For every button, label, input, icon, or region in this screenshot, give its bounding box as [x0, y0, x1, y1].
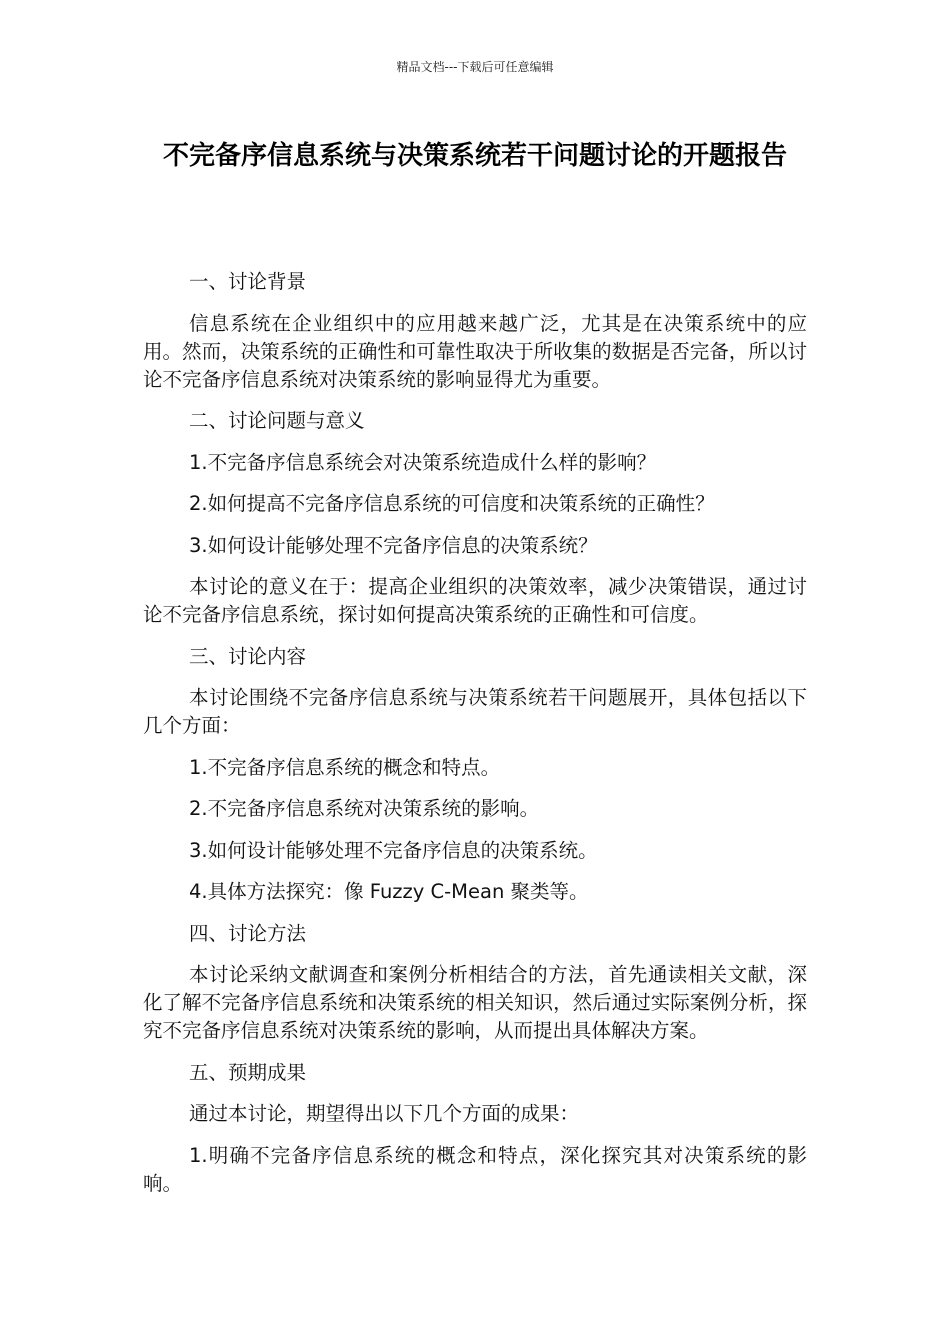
- section-heading-questions: 二、讨论问题与意义: [189, 409, 365, 432]
- content-item-4: 4.具体方法探究：像 Fuzzy C-Mean 聚类等。: [189, 880, 589, 903]
- document-title: 不完备序信息系统与决策系统若干问题讨论的开题报告: [162, 141, 787, 171]
- page-header: 精品文档---下载后可任意编辑: [396, 60, 554, 74]
- section-heading-content: 三、讨论内容: [189, 644, 307, 668]
- section-heading-results: 五、预期成果: [189, 1060, 307, 1084]
- paragraph-results-intro: 通过本讨论，期望得出以下几个方面的成果：: [189, 1102, 580, 1125]
- question-item-3: 3.如何设计能够处理不完备序信息的决策系统？: [189, 533, 598, 557]
- paragraph-background: 信息系统在企业组织中的应用越来越广泛，尤其是在决策系统中的应用。然而，决策系统的正确性和可靠性取决于所收集的数据是否完备，所以讨论不完备序信息系统对决策系统的影响显得尤为重要。: [143, 311, 807, 391]
- content-item-1: 1.不完备序信息系统的概念和特点。: [189, 755, 501, 779]
- section-heading-method: 四、讨论方法: [189, 921, 307, 945]
- content-item-2: 2.不完备序信息系统对决策系统的影响。: [189, 797, 540, 820]
- paragraph-significance: 本讨论的意义在于：提高企业组织的决策效率，减少决策错误，通过讨论不完备序信息系统，探讨如何提高决策系统的正确性和可信度。: [143, 575, 807, 626]
- content-item-3: 3.如何设计能够处理不完备序信息的决策系统。: [189, 838, 598, 862]
- document-body: [143, 268, 807, 1211]
- section-heading-background: 一、讨论背景: [189, 270, 307, 293]
- question-item-1: 1.不完备序信息系统会对决策系统造成什么样的影响？: [189, 450, 657, 474]
- paragraph-method: 本讨论采纳文献调查和案例分析相结合的方法，首先通读相关文献，深化了解不完备序信息系统和决策系统的相关知识，然后通过实际案例分析，探究不完备序信息系统对决策系统的影响，从而提出具体解决方案。: [143, 963, 807, 1042]
- paragraph-content-intro: 本讨论围绕不完备序信息系统与决策系统若干问题展开，具体包括以下几个方面：: [143, 686, 807, 737]
- question-item-2: 2.如何提高不完备序信息系统的可信度和决策系统的正确性？: [189, 492, 715, 515]
- result-item-1: 1.明确不完备序信息系统的概念和特点，深化探究其对决策系统的影响。: [143, 1143, 807, 1195]
